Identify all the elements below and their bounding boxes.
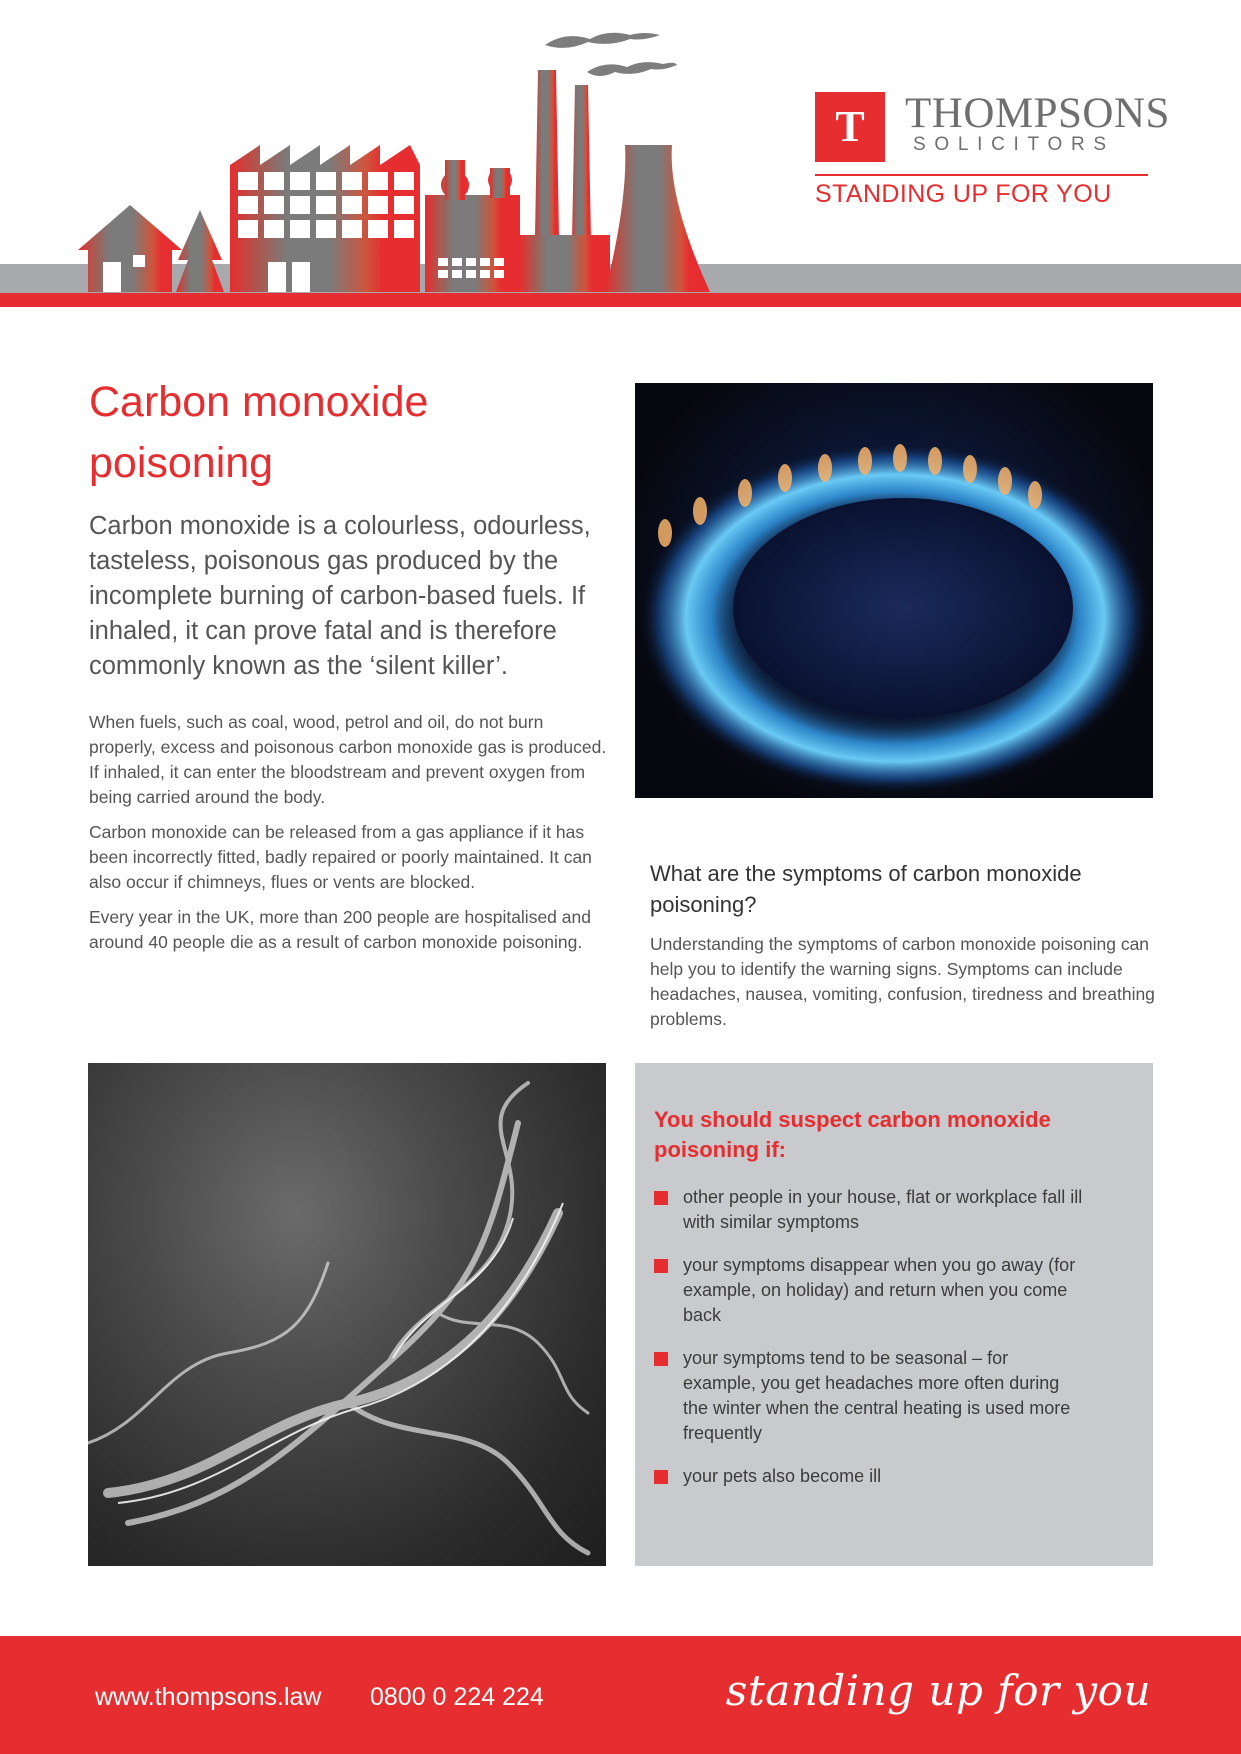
gas-flame-photo <box>635 383 1153 798</box>
list-item-text: your symptoms tend to be seasonal – for example, you get headaches more often during the winter when the central heating is used more frequently <box>683 1348 1071 1443</box>
footer <box>0 1636 1241 1754</box>
red-square-bullet-icon <box>654 1470 668 1484</box>
list-item <box>654 1253 1083 1328</box>
list-item <box>654 1185 1083 1235</box>
red-square-bullet-icon <box>654 1191 668 1205</box>
brand-name: THOMPSONS <box>905 90 1170 137</box>
suspect-list <box>654 1185 1124 1507</box>
symptoms-heading: What are the symptoms of carbon monoxide poisoning? <box>650 861 1082 917</box>
smoke-image <box>88 1063 606 1566</box>
smoke-photo <box>88 1063 606 1566</box>
logo-mark: T <box>815 92 885 162</box>
gas-burner-flame-image <box>635 383 1153 798</box>
body-paragraph: Every year in the UK, more than 200 people are hospitalised and around 40 people die as a result of carbon monoxide poisoning. <box>89 907 591 952</box>
page-title: Carbon monoxide poisoning <box>89 378 429 487</box>
brand-subtitle: SOLICITORS <box>913 134 1115 155</box>
body-text <box>89 710 609 965</box>
lead-paragraph: Carbon monoxide is a colourless, odourless, tasteless, poisonous gas produced by the incomplete burning of carbon-based fuels. If inhaled, it can prove fatal and is therefore commonly known as the ‘silent killer’. <box>89 512 591 680</box>
header <box>0 0 1241 310</box>
body-paragraph: When fuels, such as coal, wood, petrol and oil, do not burn properly, excess and poisonous carbon monoxide gas is produced. If inhaled, it can enter the bloodstream and prevent oxygen from being carried around the body. <box>89 712 607 807</box>
list-item <box>654 1346 1083 1446</box>
suspect-panel <box>635 1063 1153 1566</box>
footer-tagline: standing up for you <box>725 1666 1151 1715</box>
list-item-text: other people in your house, flat or workplace fall ill with similar symptoms <box>683 1187 1083 1232</box>
brand-tagline: STANDING UP FOR YOU <box>815 180 1112 208</box>
red-square-bullet-icon <box>654 1352 668 1366</box>
symptoms-text: Understanding the symptoms of carbon monoxide poisoning can help you to identify the warning signs. Symptoms can include headaches, nausea, vomiting, confusion, tiredness and breathing problems. <box>650 934 1155 1029</box>
list-item-text: your pets also become ill <box>683 1466 882 1486</box>
list-item-text: your symptoms disappear when you go away (for example, on holiday) and return when you come back <box>683 1255 1076 1325</box>
suspect-heading: You should suspect carbon monoxide poisoning if: <box>654 1107 1051 1162</box>
website-link[interactable]: www.thompsons.law <box>95 1683 322 1711</box>
list-item <box>654 1464 1083 1489</box>
phone-number[interactable]: 0800 0 224 224 <box>370 1683 544 1711</box>
body-paragraph: Carbon monoxide can be released from a gas appliance if it has been incorrectly fitted, badly repaired or poorly maintained. It can also occur if chimneys, flues or vents are blocked. <box>89 822 592 892</box>
red-square-bullet-icon <box>654 1259 668 1273</box>
brand-divider <box>815 174 1148 176</box>
